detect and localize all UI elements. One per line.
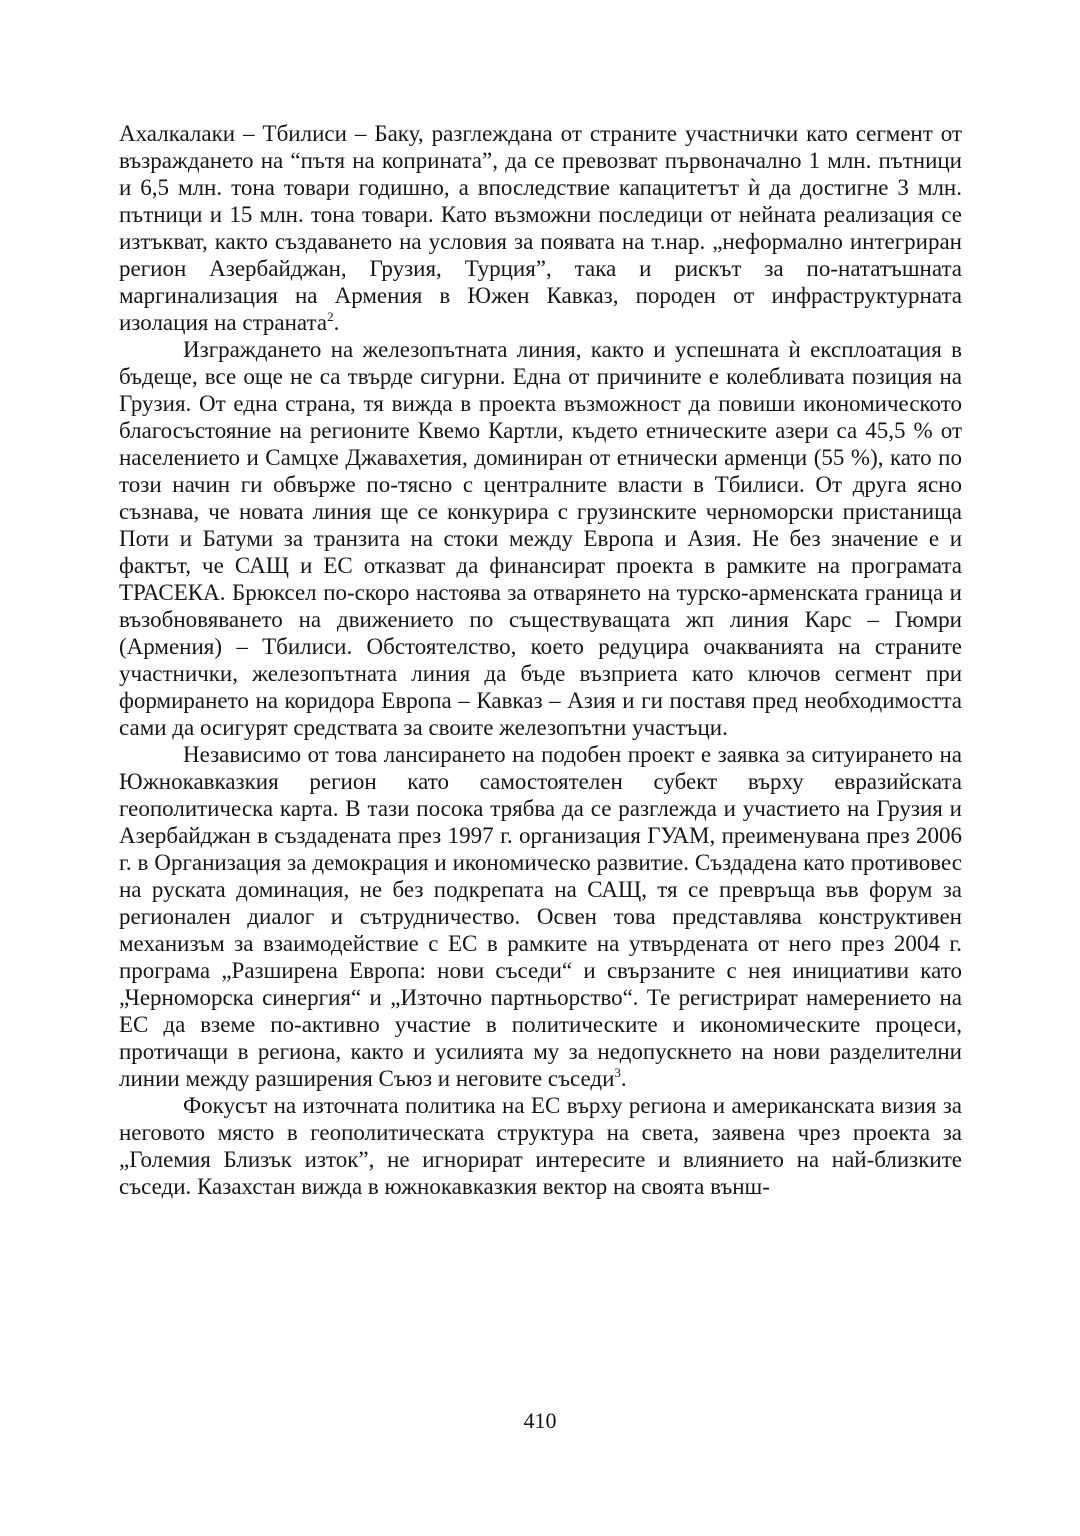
paragraph-4: [119, 1092, 962, 1200]
paragraph-text: Изграждането на железопътната линия, както и успешната ѝ експлоатация в бъдеще, все още не са твърде сигурни. Една от причините е колебливата позиция на Грузия. От една страна, тя вижда в проекта възможност да повиши икономическото благосъстояние на регионите Квемо Картли, където етническите азери са 45,5 % от населението и Самцхе Джавахетия, доминиран от етнически арменци (55 %), като по този начин ги обвърже по-тясно с централните власти в Тбилиси. От друга ясно съзнава, че новата линия ще се конкурира с грузинските черноморски пристанища Поти и Батуми за транзита на стоки между Европа и Азия. Не без значение е и фактът, че САЩ и ЕС отказват да финансират проекта в рамките на програмата ТРАСЕКА. Брюксел по-скоро настоява за отварянето на турско-арменската граница и възобновяването на движението по съществуващата жп линия Карс – Гюмри (Армения) – Тбилиси. Обстоятелство, което редуцира очакванията на страните участнички, железопътната линия да бъде възприета като ключов сегмент при формирането на коридора Европа – Кавказ – Азия и ги поставя пред необходимостта сами да осигурят средствата за своите железопътни участъци.: [119, 337, 962, 740]
page-number: 410: [523, 1408, 557, 1433]
paragraph-text: Ахалкалаки – Тбилиси – Баку, разглеждана от страните участнички като сегмент от възраждането на “пътя на коприната”, да се превозват първоначално 1 млн. пътници и 6,5 млн. тона товари годишно, а впоследствие капацитетът ѝ да достигне 3 млн. пътници и 15 млн. тона товари. Като възможни последици от нейната реализация се изтъкват, както създаването на условия за появата на т.нар. „неформално интегриран регион Азербайджан, Грузия, Турция”, така и рискът за по-нататъшната маргинализация на Армения в Южен Кавказ, породен от инфраструктурната изолация на страната: [119, 121, 962, 335]
footnote-ref: 3: [614, 1065, 621, 1080]
paragraph-text: Независимо от това лансирането на подобен проект е заявка за ситуирането на Южнокавказкия регион като самостоятелен субект върху евразийската геополитическа карта. В тази посока трябва да се разглежда и участието на Грузия и Азербайджан в създадената през 1997 г. организация ГУАМ, преименувана през 2006 г. в Организация за демокрация и икономическо развитие. Създадена като противовес на руската доминация, не без подкрепата на САЩ, тя се превръща във форум за регионален диалог и сътрудничество. Освен това представлява конструктивен механизъм за взаимодействие с ЕС в рамките на утвърдената от него през 2004 г. програма „Разширена Европа: нови съседи“ и свързаните с нея инициативи като „Черноморска синергия“ и „Източно партньорство“. Те регистрират намерението на ЕС да вземе по-активно участие в политическите и икономическите процеси, протичащи в региона, както и усилията му за недопускнето на нови разделителни линии между разширения Съюз и неговите съседи: [119, 742, 962, 1091]
body-text: [119, 120, 962, 1200]
paragraph-text: Фокусът на източната политика на ЕС върху региона и американската визия за неговото място в геополитическата структура на света, заявена чрез проекта за „Големия Близък изток”, не игнорират интересите и влиянието на най-близките съседи. Казахстан вижда в южнокавказкия вектор на своята външ-: [119, 1093, 962, 1199]
paragraph-3: [119, 741, 962, 1092]
paragraph-1: [119, 120, 962, 336]
paragraph-end-punct: .: [333, 310, 340, 335]
footnote-ref: 2: [327, 309, 334, 324]
paragraph-end-punct: .: [620, 1066, 627, 1091]
paragraph-2: [119, 336, 962, 741]
